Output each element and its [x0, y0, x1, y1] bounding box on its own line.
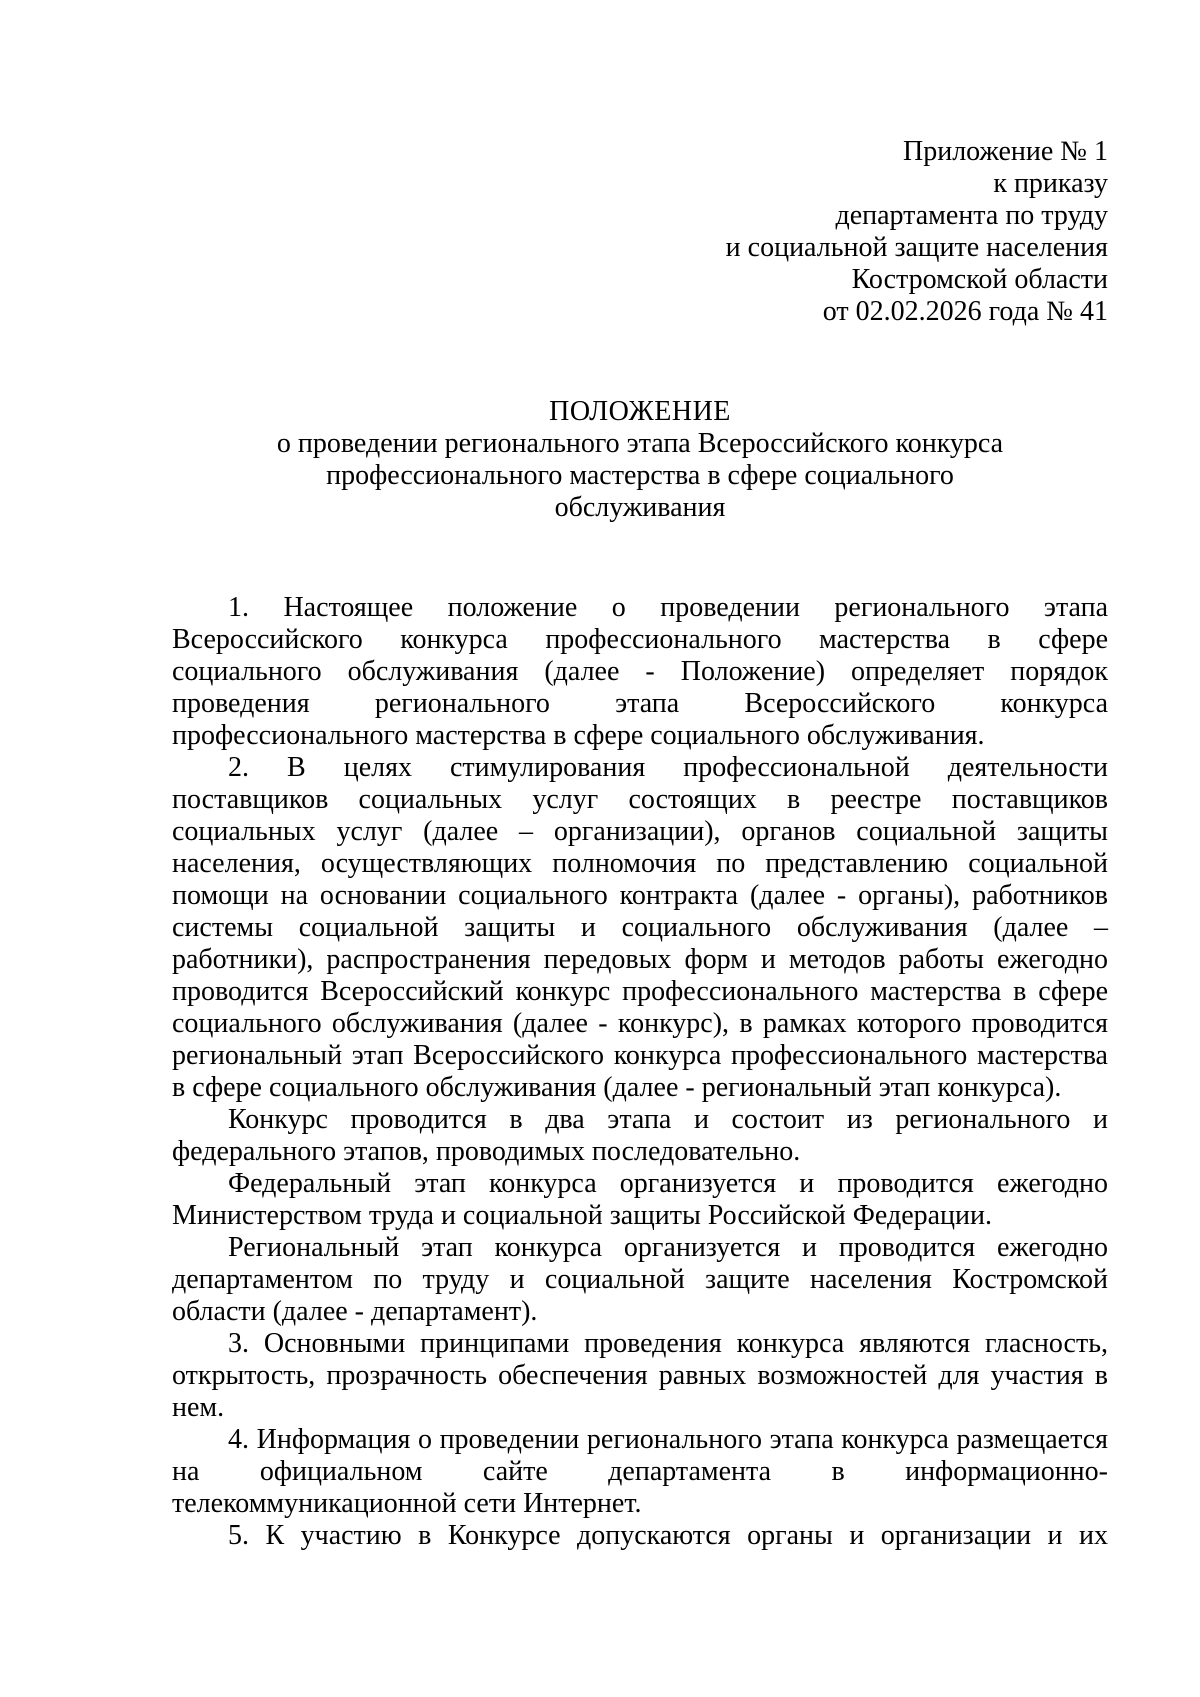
appendix-line: от 02.02.2026 года № 41 [822, 296, 1108, 327]
appendix-line: департамента по труду [835, 200, 1108, 231]
title-subtitle-line: обслуживания [554, 492, 726, 523]
paragraph-federal-stage: Федеральный этап конкурса организуется и проводится ежегодно Министерством труда и социальной защиты Российской Федерации. [172, 1168, 1108, 1231]
appendix-line: Приложение № 1 [903, 136, 1108, 167]
document-body [172, 592, 1108, 1552]
paragraph-4: 4. Информация о проведении регионального этапа конкурса размещается на официальном сайте департамента в информационно-телекоммуникационной сети Интернет. [172, 1424, 1108, 1519]
paragraph-contest-stages: Конкурс проводится в два этапа и состоит из регионального и федерального этапов, проводимых последовательно. [172, 1104, 1108, 1167]
appendix-line: Костромской области [851, 264, 1108, 295]
title-heading: ПОЛОЖЕНИЕ [549, 396, 731, 427]
paragraph-regional-stage: Региональный этап конкурса организуется и проводится ежегодно департаментом по труду и социальной защите населения Костромской области (далее - департамент). [172, 1232, 1108, 1327]
appendix-line: и социальной защите населения [725, 232, 1108, 263]
title-subtitle-line: профессионального мастерства в сфере социального [326, 460, 954, 491]
paragraph-2: 2. В целях стимулирования профессиональной деятельности поставщиков социальных услуг состоящих в реестре поставщиков социальных услуг (далее – организации), органов социальной защиты населения, осуществляющих полномочия по представлению социальной помощи на основании социального контракта (далее - органы), работников системы социальной защиты и социального обслуживания (далее – работники), распространения передовых форм и методов работы ежегодно проводится Всероссийский конкурс профессионального мастерства в сфере социального обслуживания (далее - конкурс), в рамках которого проводится региональный этап Всероссийского конкурса профессионального мастерства в сфере социального обслуживания (далее - региональный этап конкурса). [172, 752, 1108, 1103]
appendix-line: к приказу [993, 168, 1108, 199]
title-subtitle-line: о проведении регионального этапа Всероссийского конкурса [276, 428, 1004, 459]
appendix-header [648, 136, 1108, 328]
document-title [172, 396, 1108, 524]
paragraph-1: 1. Настоящее положение о проведении регионального этапа Всероссийского конкурса профессионального мастерства в сфере социального обслуживания (далее - Положение) определяет порядок проведения регионального этапа Всероссийского конкурса профессионального мастерства в сфере социального обслуживания. [172, 592, 1108, 751]
paragraph-5: 5. К участию в Конкурсе допускаются органы и организации и их [228, 1520, 1108, 1551]
paragraph-3: 3. Основными принципами проведения конкурса являются гласность, открытость, прозрачность обеспечения равных возможностей для участия в нем. [172, 1328, 1108, 1423]
